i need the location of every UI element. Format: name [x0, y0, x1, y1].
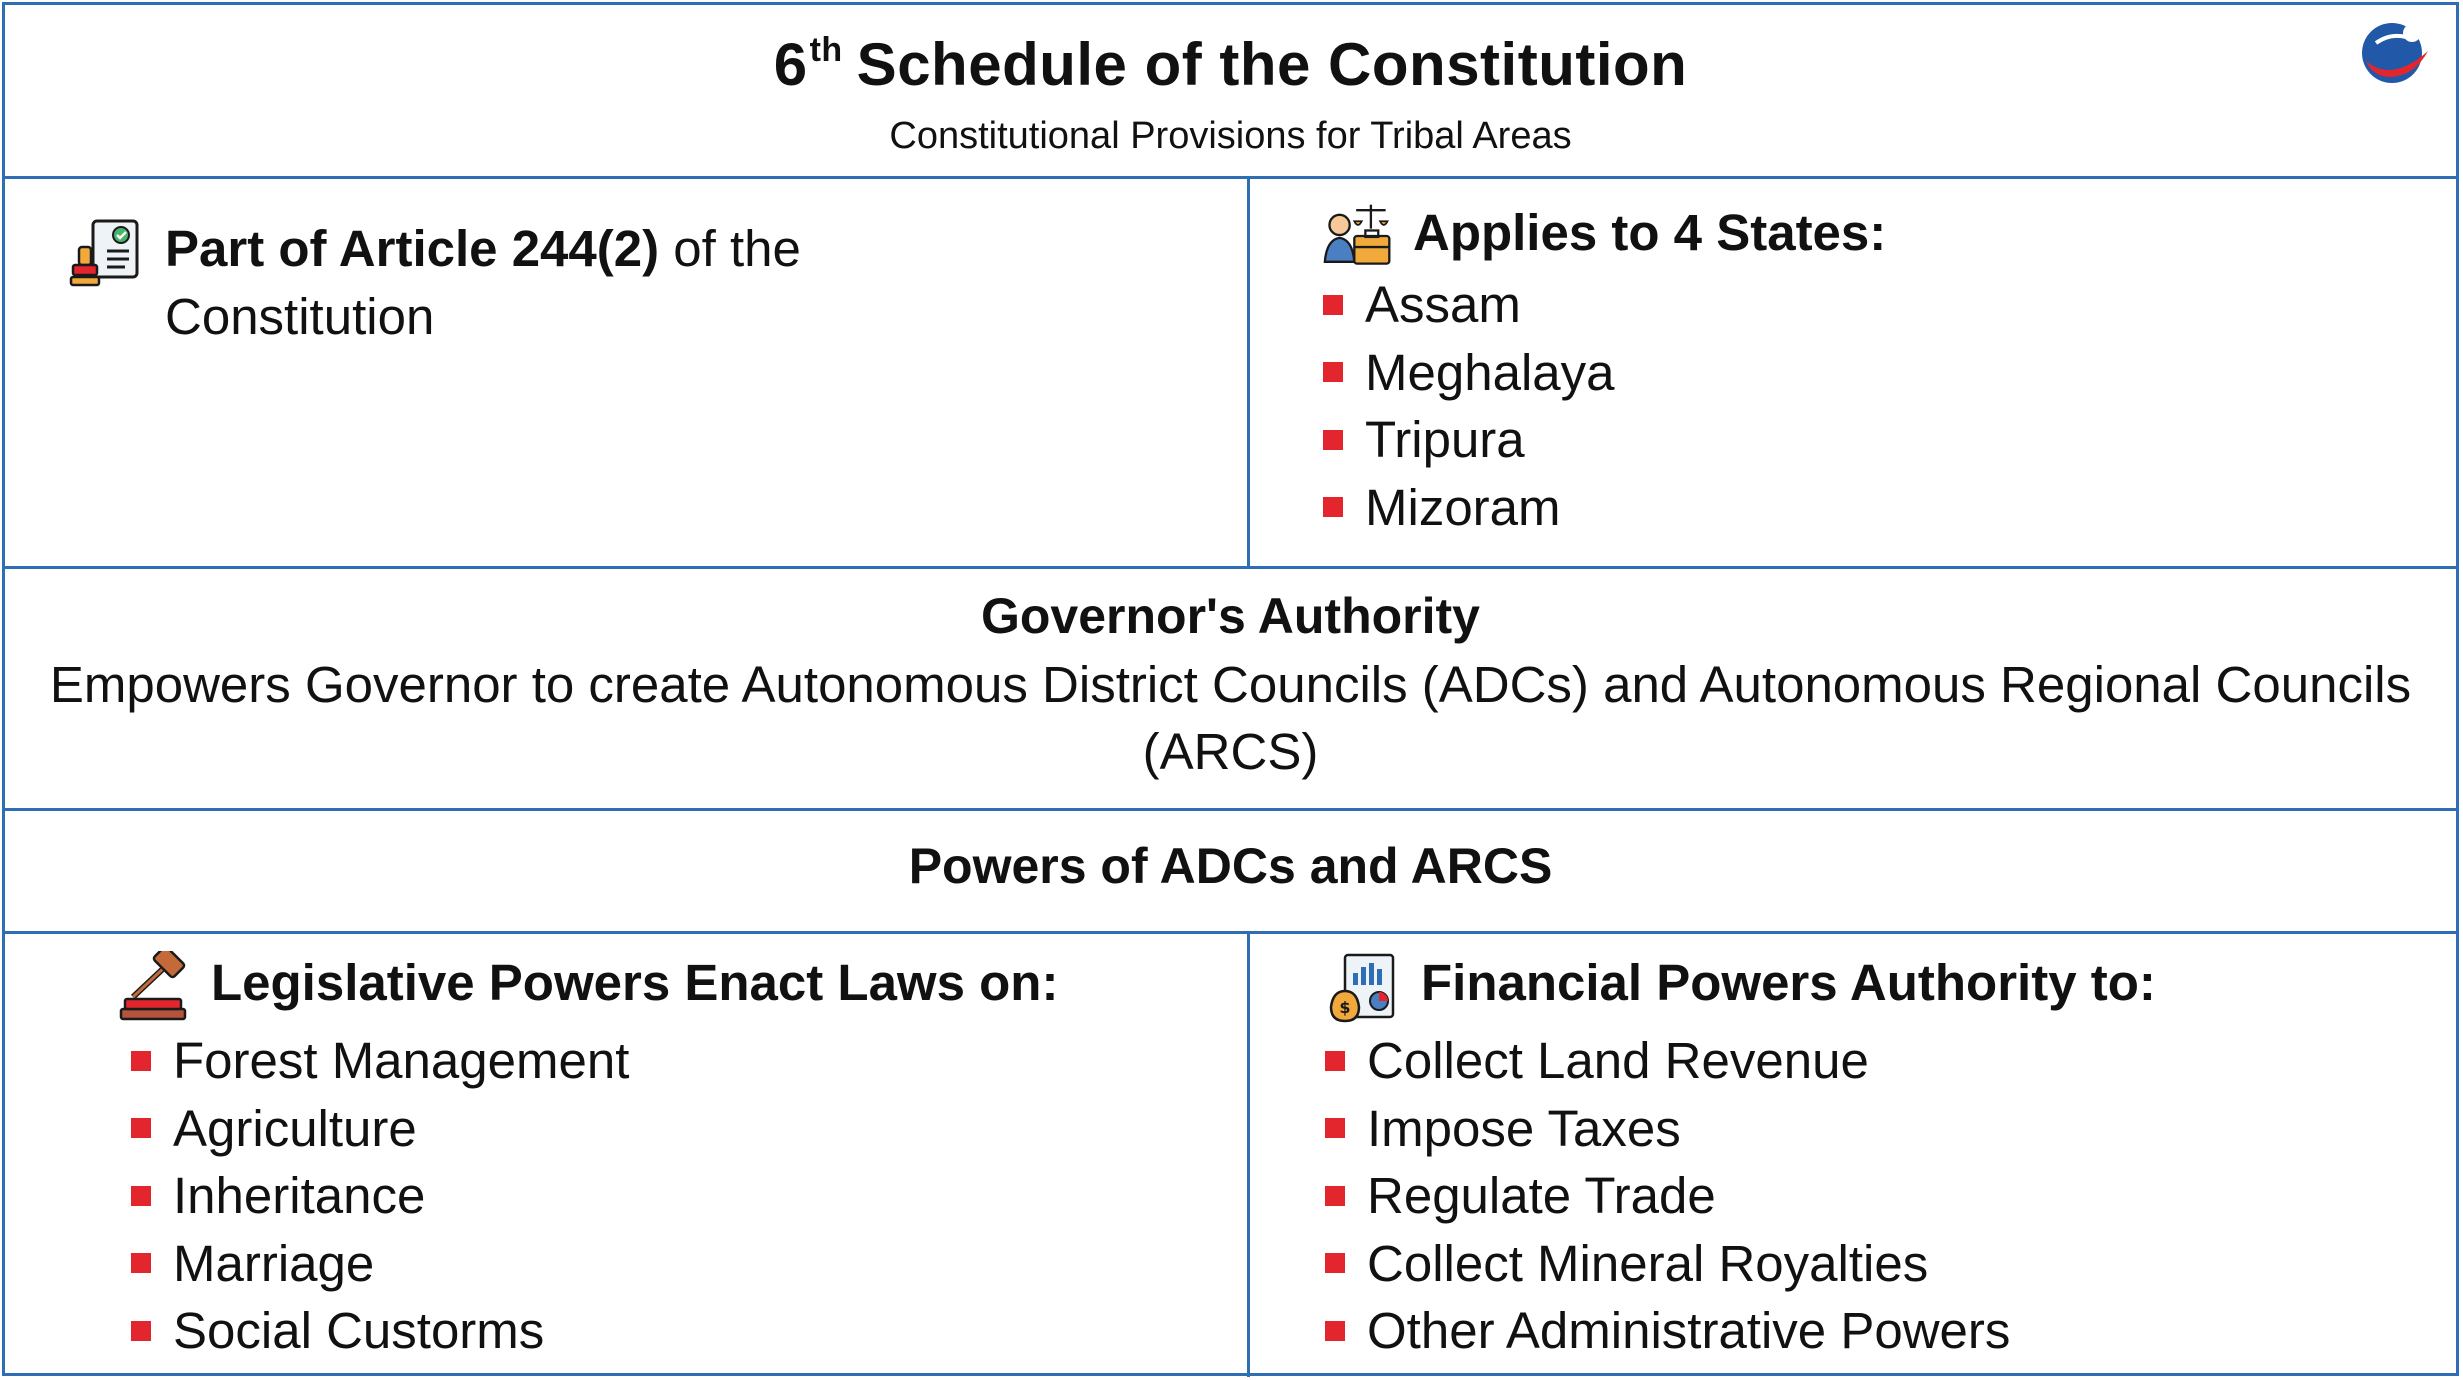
states-cell	[1323, 199, 2423, 541]
list-item: Collect Mineral Royalties	[1325, 1230, 2425, 1298]
financial-cell	[1325, 949, 2425, 1365]
bullet-square-icon	[131, 1051, 151, 1071]
states-heading-text: Applies to 4 States:	[1413, 204, 1887, 261]
bullet-square-icon	[1323, 430, 1343, 450]
page-subtitle: Constitutional Provisions for Tribal Areas	[889, 115, 1572, 157]
divider	[5, 176, 2456, 179]
financial-list	[1325, 1027, 2425, 1365]
bullet-square-icon	[1325, 1321, 1345, 1341]
bullet-square-icon	[131, 1253, 151, 1273]
legislative-heading-text: Legislative Powers Enact Laws on:	[211, 954, 1059, 1011]
states-list	[1323, 271, 2423, 541]
financial-report-icon	[1325, 951, 1401, 1027]
list-item: Social Custorms	[131, 1297, 1235, 1365]
article-heading	[69, 215, 1229, 351]
list-item: Forest Management	[131, 1027, 1235, 1095]
bullet-square-icon	[1325, 1051, 1345, 1071]
list-item: Other Administrative Powers	[1325, 1297, 2425, 1365]
bullet-square-icon	[131, 1118, 151, 1138]
financial-heading-text: Financial Powers Authority to:	[1421, 954, 2156, 1011]
list-item: Mizoram	[1323, 474, 2423, 542]
list-item: Meghalaya	[1323, 339, 2423, 407]
legislative-heading	[115, 949, 1235, 1027]
brand-globe-logo	[2354, 13, 2434, 93]
page-title: 6th Schedule of the Constitution	[773, 31, 1688, 98]
governor-text: Empowers Governor to create Autonomous District Councils (ADCs) and Autonomous Regional Councils (ARCS)	[49, 656, 2412, 780]
legislative-list	[131, 1027, 1235, 1365]
governor-heading: Governor's Authority	[981, 588, 1480, 644]
article-cell	[69, 215, 1229, 351]
powers-heading: Powers of ADCs and ARCS	[908, 838, 1553, 894]
bullet-square-icon	[1325, 1118, 1345, 1138]
gavel-books-icon	[115, 951, 191, 1027]
column-divider	[1247, 176, 1250, 569]
bullet-square-icon	[131, 1321, 151, 1341]
list-item: Regulate Trade	[1325, 1162, 2425, 1230]
article-text: Part of Article 244(2) of the Constitution	[165, 220, 801, 345]
bullet-square-icon	[1325, 1186, 1345, 1206]
justice-briefcase-icon	[1323, 201, 1393, 271]
bullet-square-icon	[1323, 295, 1343, 315]
bullet-square-icon	[1323, 497, 1343, 517]
svg-text:$: $	[1339, 998, 1351, 1017]
list-item: Tripura	[1323, 406, 2423, 474]
bullet-square-icon	[1325, 1253, 1345, 1273]
list-item: Inheritance	[131, 1162, 1235, 1230]
financial-heading	[1325, 949, 2425, 1027]
list-item: Impose Taxes	[1325, 1095, 2425, 1163]
column-divider	[1247, 931, 1250, 1377]
divider	[5, 931, 2456, 934]
powers-section	[5, 837, 2456, 895]
bullet-square-icon	[131, 1186, 151, 1206]
list-item: Marriage	[131, 1230, 1235, 1298]
divider	[5, 566, 2456, 569]
list-item: Collect Land Revenue	[1325, 1027, 2425, 1095]
document-stamp-icon	[69, 217, 145, 293]
legislative-cell	[115, 949, 1235, 1365]
states-heading	[1323, 199, 2423, 271]
divider	[5, 808, 2456, 811]
list-item: Assam	[1323, 271, 2423, 339]
header	[5, 33, 2456, 158]
governor-section	[5, 587, 2456, 785]
list-item: Agriculture	[131, 1095, 1235, 1163]
bullet-square-icon	[1323, 362, 1343, 382]
infographic-frame	[2, 2, 2459, 1376]
